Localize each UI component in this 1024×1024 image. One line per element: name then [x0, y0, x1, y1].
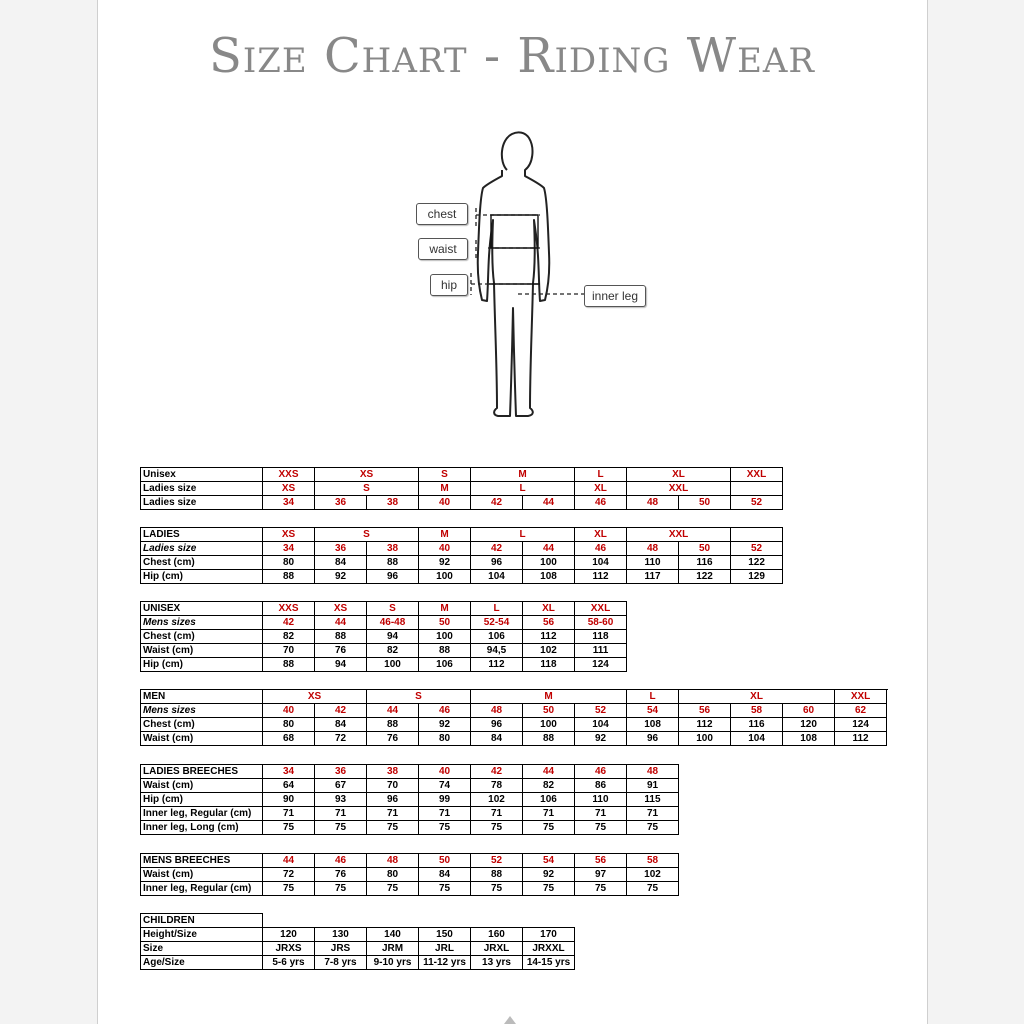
table-cell: 102: [627, 868, 679, 882]
empty-cell: [263, 914, 315, 928]
table-cell: 71: [419, 807, 471, 821]
table-cell: 38: [367, 542, 419, 556]
size-table-children: [140, 913, 575, 970]
table-cell: 44: [523, 765, 575, 779]
table-cell: XXL: [835, 690, 887, 704]
table-row: [141, 570, 783, 584]
table-cell: M: [471, 690, 627, 704]
table-cell: 42: [471, 542, 523, 556]
table-cell: 54: [523, 854, 575, 868]
table-cell: 111: [575, 644, 627, 658]
table-cell: 46: [575, 765, 627, 779]
table-cell: [731, 528, 783, 542]
table-cell: 106: [523, 793, 575, 807]
table-cell: 40: [419, 542, 471, 556]
page-title: Size Chart - Riding Wear: [208, 28, 816, 84]
table-cell: S: [367, 690, 471, 704]
table-row: [141, 616, 627, 630]
row-label: Hip (cm): [141, 570, 263, 584]
table-cell: 112: [679, 718, 731, 732]
table-cell: 71: [367, 807, 419, 821]
table-cell: XXL: [627, 528, 731, 542]
row-label: Waist (cm): [141, 732, 263, 746]
table-cell: 50: [419, 616, 471, 630]
table-cell: 97: [575, 868, 627, 882]
table-cell: 48: [627, 496, 679, 510]
table-cell: 84: [419, 868, 471, 882]
table-cell: 71: [575, 807, 627, 821]
table-cell: 84: [471, 732, 523, 746]
table-cell: 75: [471, 882, 523, 896]
table-cell: 150: [419, 928, 471, 942]
table-cell: JRL: [419, 942, 471, 956]
table-cell: 160: [471, 928, 523, 942]
table-cell: 40: [419, 765, 471, 779]
table-cell: 75: [315, 821, 367, 835]
size-table-ladies: [140, 527, 783, 584]
table-cell: 52: [471, 854, 523, 868]
table-cell: 96: [367, 570, 419, 584]
table-cell: 11-12 yrs: [419, 956, 471, 970]
table-cell: XXL: [627, 482, 731, 496]
table-row: [141, 482, 783, 496]
table-row: [141, 704, 887, 718]
table-cell: 96: [367, 793, 419, 807]
chest-label: chest: [416, 203, 468, 225]
size-table-unisex: [140, 601, 627, 672]
size-table-unisex-ladies: [140, 467, 783, 510]
table-cell: 50: [679, 496, 731, 510]
table-cell: XL: [627, 468, 731, 482]
row-label: Hip (cm): [141, 793, 263, 807]
empty-cell: [471, 914, 523, 928]
table-row: [141, 602, 627, 616]
table-row: [141, 914, 575, 928]
row-label: Ladies size: [141, 542, 263, 556]
table-cell: 36: [315, 765, 367, 779]
table-cell: 58: [627, 854, 679, 868]
table-row: [141, 807, 679, 821]
table-cell: XS: [315, 602, 367, 616]
table-cell: 80: [263, 718, 315, 732]
table-cell: 108: [783, 732, 835, 746]
table-row: [141, 928, 575, 942]
table-cell: 88: [263, 658, 315, 672]
row-label: Hip (cm): [141, 658, 263, 672]
table-cell: 116: [731, 718, 783, 732]
table-cell: XS: [263, 528, 315, 542]
table-cell: 94,5: [471, 644, 523, 658]
table-row: [141, 630, 627, 644]
table-cell: 104: [471, 570, 523, 584]
table-cell: XS: [263, 690, 367, 704]
table-cell: 76: [315, 868, 367, 882]
table-cell: XXL: [575, 602, 627, 616]
table-cell: JRXXL: [523, 942, 575, 956]
table-row: [141, 732, 887, 746]
hip-label: hip: [430, 274, 468, 296]
table-cell: 9-10 yrs: [367, 956, 419, 970]
table-cell: 75: [523, 882, 575, 896]
table-cell: XXS: [263, 602, 315, 616]
table-row: [141, 644, 627, 658]
table-cell: L: [471, 602, 523, 616]
table-cell: 118: [575, 630, 627, 644]
table-cell: 117: [627, 570, 679, 584]
table-cell: 92: [419, 556, 471, 570]
table-cell: JRM: [367, 942, 419, 956]
table-cell: XS: [263, 482, 315, 496]
table-cell: 44: [523, 496, 575, 510]
size-table-ladies-breeches: [140, 764, 679, 835]
table-row: [141, 956, 575, 970]
table-cell: 56: [523, 616, 575, 630]
table-cell: JRS: [315, 942, 367, 956]
table-cell: 75: [471, 821, 523, 835]
table-row: [141, 556, 783, 570]
table-cell: 48: [367, 854, 419, 868]
table-cell: 94: [315, 658, 367, 672]
table-cell: 75: [575, 821, 627, 835]
table-cell: 50: [679, 542, 731, 556]
row-label: Inner leg, Regular (cm): [141, 807, 263, 821]
table-cell: 75: [367, 821, 419, 835]
table-cell: 80: [263, 556, 315, 570]
table-cell: 100: [679, 732, 731, 746]
table-cell: 34: [263, 765, 315, 779]
table-cell: 124: [835, 718, 887, 732]
table-cell: 92: [575, 732, 627, 746]
table-cell: XXL: [731, 468, 783, 482]
table-cell: 64: [263, 779, 315, 793]
table-cell: 74: [419, 779, 471, 793]
table-cell: 46: [575, 496, 627, 510]
row-label: LADIES: [141, 528, 263, 542]
row-label: LADIES BREECHES: [141, 765, 263, 779]
table-cell: M: [471, 468, 575, 482]
table-cell: S: [367, 602, 419, 616]
row-label: Unisex: [141, 468, 263, 482]
table-cell: 42: [471, 765, 523, 779]
table-cell: 94: [367, 630, 419, 644]
table-cell: 108: [523, 570, 575, 584]
table-cell: 99: [419, 793, 471, 807]
table-cell: M: [419, 482, 471, 496]
table-cell: 110: [575, 793, 627, 807]
table-cell: 88: [315, 630, 367, 644]
table-cell: JRXL: [471, 942, 523, 956]
table-cell: 52: [731, 542, 783, 556]
table-cell: 70: [263, 644, 315, 658]
table-cell: 75: [367, 882, 419, 896]
table-cell: 84: [315, 556, 367, 570]
table-cell: 75: [263, 882, 315, 896]
table-cell: 102: [471, 793, 523, 807]
table-cell: 44: [523, 542, 575, 556]
table-cell: 75: [315, 882, 367, 896]
table-cell: 112: [835, 732, 887, 746]
table-row: [141, 882, 679, 896]
table-cell: 124: [575, 658, 627, 672]
table-row: [141, 765, 679, 779]
table-cell: 40: [419, 496, 471, 510]
table-cell: 84: [315, 718, 367, 732]
table-cell: 120: [783, 718, 835, 732]
table-cell: 120: [263, 928, 315, 942]
table-cell: 100: [419, 630, 471, 644]
table-cell: 14-15 yrs: [523, 956, 575, 970]
table-cell: 116: [679, 556, 731, 570]
table-cell: 129: [731, 570, 783, 584]
table-cell: 48: [471, 704, 523, 718]
table-cell: 68: [263, 732, 315, 746]
table-cell: 170: [523, 928, 575, 942]
row-label: Chest (cm): [141, 630, 263, 644]
table-cell: 140: [367, 928, 419, 942]
table-cell: 75: [627, 821, 679, 835]
row-label: Waist (cm): [141, 644, 263, 658]
table-cell: 115: [627, 793, 679, 807]
table-cell: 108: [627, 718, 679, 732]
table-cell: 71: [315, 807, 367, 821]
table-cell: 48: [627, 765, 679, 779]
table-cell: 92: [315, 570, 367, 584]
table-row: [141, 942, 575, 956]
table-cell: 93: [315, 793, 367, 807]
table-cell: 44: [315, 616, 367, 630]
table-cell: 100: [419, 570, 471, 584]
table-cell: 52: [731, 496, 783, 510]
table-cell: 56: [679, 704, 731, 718]
table-cell: 92: [523, 868, 575, 882]
empty-cell: [419, 914, 471, 928]
table-cell: 75: [263, 821, 315, 835]
table-cell: 96: [471, 718, 523, 732]
table-cell: 100: [523, 556, 575, 570]
table-cell: 76: [367, 732, 419, 746]
table-cell: 52-54: [471, 616, 523, 630]
table-cell: 13 yrs: [471, 956, 523, 970]
row-label: Mens sizes: [141, 704, 263, 718]
table-cell: 46: [315, 854, 367, 868]
table-cell: 88: [471, 868, 523, 882]
table-cell: S: [419, 468, 471, 482]
row-label: Inner leg, Regular (cm): [141, 882, 263, 896]
table-cell: 44: [263, 854, 315, 868]
size-table-men: [140, 689, 887, 746]
table-cell: 75: [419, 821, 471, 835]
table-cell: XXS: [263, 468, 315, 482]
row-label: MEN: [141, 690, 263, 704]
row-label: Size: [141, 942, 263, 956]
table-cell: 118: [523, 658, 575, 672]
table-cell: L: [627, 690, 679, 704]
table-row: [141, 528, 783, 542]
table-cell: 71: [523, 807, 575, 821]
table-cell: 36: [315, 496, 367, 510]
table-row: [141, 658, 627, 672]
table-row: [141, 468, 783, 482]
table-cell: 72: [315, 732, 367, 746]
table-cell: 122: [731, 556, 783, 570]
body-measurement-figure: [408, 128, 658, 428]
table-cell: 75: [575, 882, 627, 896]
table-cell: L: [471, 482, 575, 496]
table-row: [141, 854, 679, 868]
table-cell: 100: [523, 718, 575, 732]
table-cell: 88: [367, 556, 419, 570]
table-cell: 48: [627, 542, 679, 556]
table-cell: 82: [367, 644, 419, 658]
table-row: [141, 542, 783, 556]
table-cell: 75: [523, 821, 575, 835]
table-cell: XL: [523, 602, 575, 616]
table-cell: 88: [367, 718, 419, 732]
table-cell: 56: [575, 854, 627, 868]
table-cell: M: [419, 602, 471, 616]
table-cell: 112: [523, 630, 575, 644]
row-label: UNISEX: [141, 602, 263, 616]
table-cell: 90: [263, 793, 315, 807]
table-row: [141, 496, 783, 510]
table-cell: 88: [419, 644, 471, 658]
row-label: MENS BREECHES: [141, 854, 263, 868]
table-cell: 52: [575, 704, 627, 718]
table-row: [141, 821, 679, 835]
table-cell: [731, 482, 783, 496]
table-cell: 104: [575, 556, 627, 570]
table-cell: 38: [367, 765, 419, 779]
row-label: Inner leg, Long (cm): [141, 821, 263, 835]
table-cell: 60: [783, 704, 835, 718]
table-cell: 102: [523, 644, 575, 658]
table-cell: 62: [835, 704, 887, 718]
table-cell: 71: [627, 807, 679, 821]
table-cell: 70: [367, 779, 419, 793]
table-cell: 71: [263, 807, 315, 821]
row-label: Waist (cm): [141, 779, 263, 793]
row-label: Chest (cm): [141, 556, 263, 570]
table-cell: 88: [523, 732, 575, 746]
table-cell: 91: [627, 779, 679, 793]
table-cell: 42: [315, 704, 367, 718]
empty-cell: [367, 914, 419, 928]
table-cell: S: [315, 482, 419, 496]
table-cell: 34: [263, 542, 315, 556]
table-cell: 78: [471, 779, 523, 793]
table-row: [141, 793, 679, 807]
empty-cell: [315, 914, 367, 928]
table-cell: 96: [471, 556, 523, 570]
table-cell: 67: [315, 779, 367, 793]
row-label: Mens sizes: [141, 616, 263, 630]
table-cell: XL: [575, 482, 627, 496]
table-cell: 46: [419, 704, 471, 718]
waist-label: waist: [418, 238, 468, 260]
table-cell: 112: [575, 570, 627, 584]
table-cell: 46-48: [367, 616, 419, 630]
table-cell: JRXS: [263, 942, 315, 956]
table-cell: 96: [627, 732, 679, 746]
table-cell: XL: [575, 528, 627, 542]
table-cell: 75: [627, 882, 679, 896]
table-cell: 100: [367, 658, 419, 672]
row-label: Chest (cm): [141, 718, 263, 732]
table-cell: L: [471, 528, 575, 542]
table-cell: 82: [263, 630, 315, 644]
table-cell: 58: [731, 704, 783, 718]
table-cell: 50: [419, 854, 471, 868]
table-cell: 106: [419, 658, 471, 672]
table-cell: 7-8 yrs: [315, 956, 367, 970]
table-cell: M: [419, 528, 471, 542]
row-label: CHILDREN: [141, 914, 263, 928]
table-cell: 38: [367, 496, 419, 510]
table-cell: XS: [315, 468, 419, 482]
table-row: [141, 779, 679, 793]
table-cell: 76: [315, 644, 367, 658]
table-cell: 104: [575, 718, 627, 732]
table-cell: 80: [419, 732, 471, 746]
table-cell: 50: [523, 704, 575, 718]
table-cell: 46: [575, 542, 627, 556]
table-cell: 42: [263, 616, 315, 630]
table-row: [141, 690, 887, 704]
table-cell: 34: [263, 496, 315, 510]
page-footer-mark: [504, 1016, 516, 1024]
table-cell: 58-60: [575, 616, 627, 630]
table-cell: 86: [575, 779, 627, 793]
table-cell: 130: [315, 928, 367, 942]
table-cell: 40: [263, 704, 315, 718]
table-cell: 75: [419, 882, 471, 896]
table-cell: 82: [523, 779, 575, 793]
table-cell: 80: [367, 868, 419, 882]
table-cell: 110: [627, 556, 679, 570]
row-label: Ladies size: [141, 496, 263, 510]
row-label: Ladies size: [141, 482, 263, 496]
row-label: Age/Size: [141, 956, 263, 970]
inner-leg-label: inner leg: [584, 285, 646, 307]
table-cell: 36: [315, 542, 367, 556]
empty-cell: [523, 914, 575, 928]
table-cell: 72: [263, 868, 315, 882]
size-table-mens-breeches: [140, 853, 679, 896]
table-cell: 44: [367, 704, 419, 718]
table-cell: 104: [731, 732, 783, 746]
table-cell: 54: [627, 704, 679, 718]
table-cell: 71: [471, 807, 523, 821]
table-cell: 42: [471, 496, 523, 510]
table-cell: 112: [471, 658, 523, 672]
table-cell: S: [315, 528, 419, 542]
table-cell: L: [575, 468, 627, 482]
table-cell: 5-6 yrs: [263, 956, 315, 970]
row-label: Waist (cm): [141, 868, 263, 882]
table-cell: 122: [679, 570, 731, 584]
table-cell: XL: [679, 690, 835, 704]
table-row: [141, 868, 679, 882]
table-row: [141, 718, 887, 732]
table-cell: 92: [419, 718, 471, 732]
table-cell: 106: [471, 630, 523, 644]
table-cell: 88: [263, 570, 315, 584]
row-label: Height/Size: [141, 928, 263, 942]
